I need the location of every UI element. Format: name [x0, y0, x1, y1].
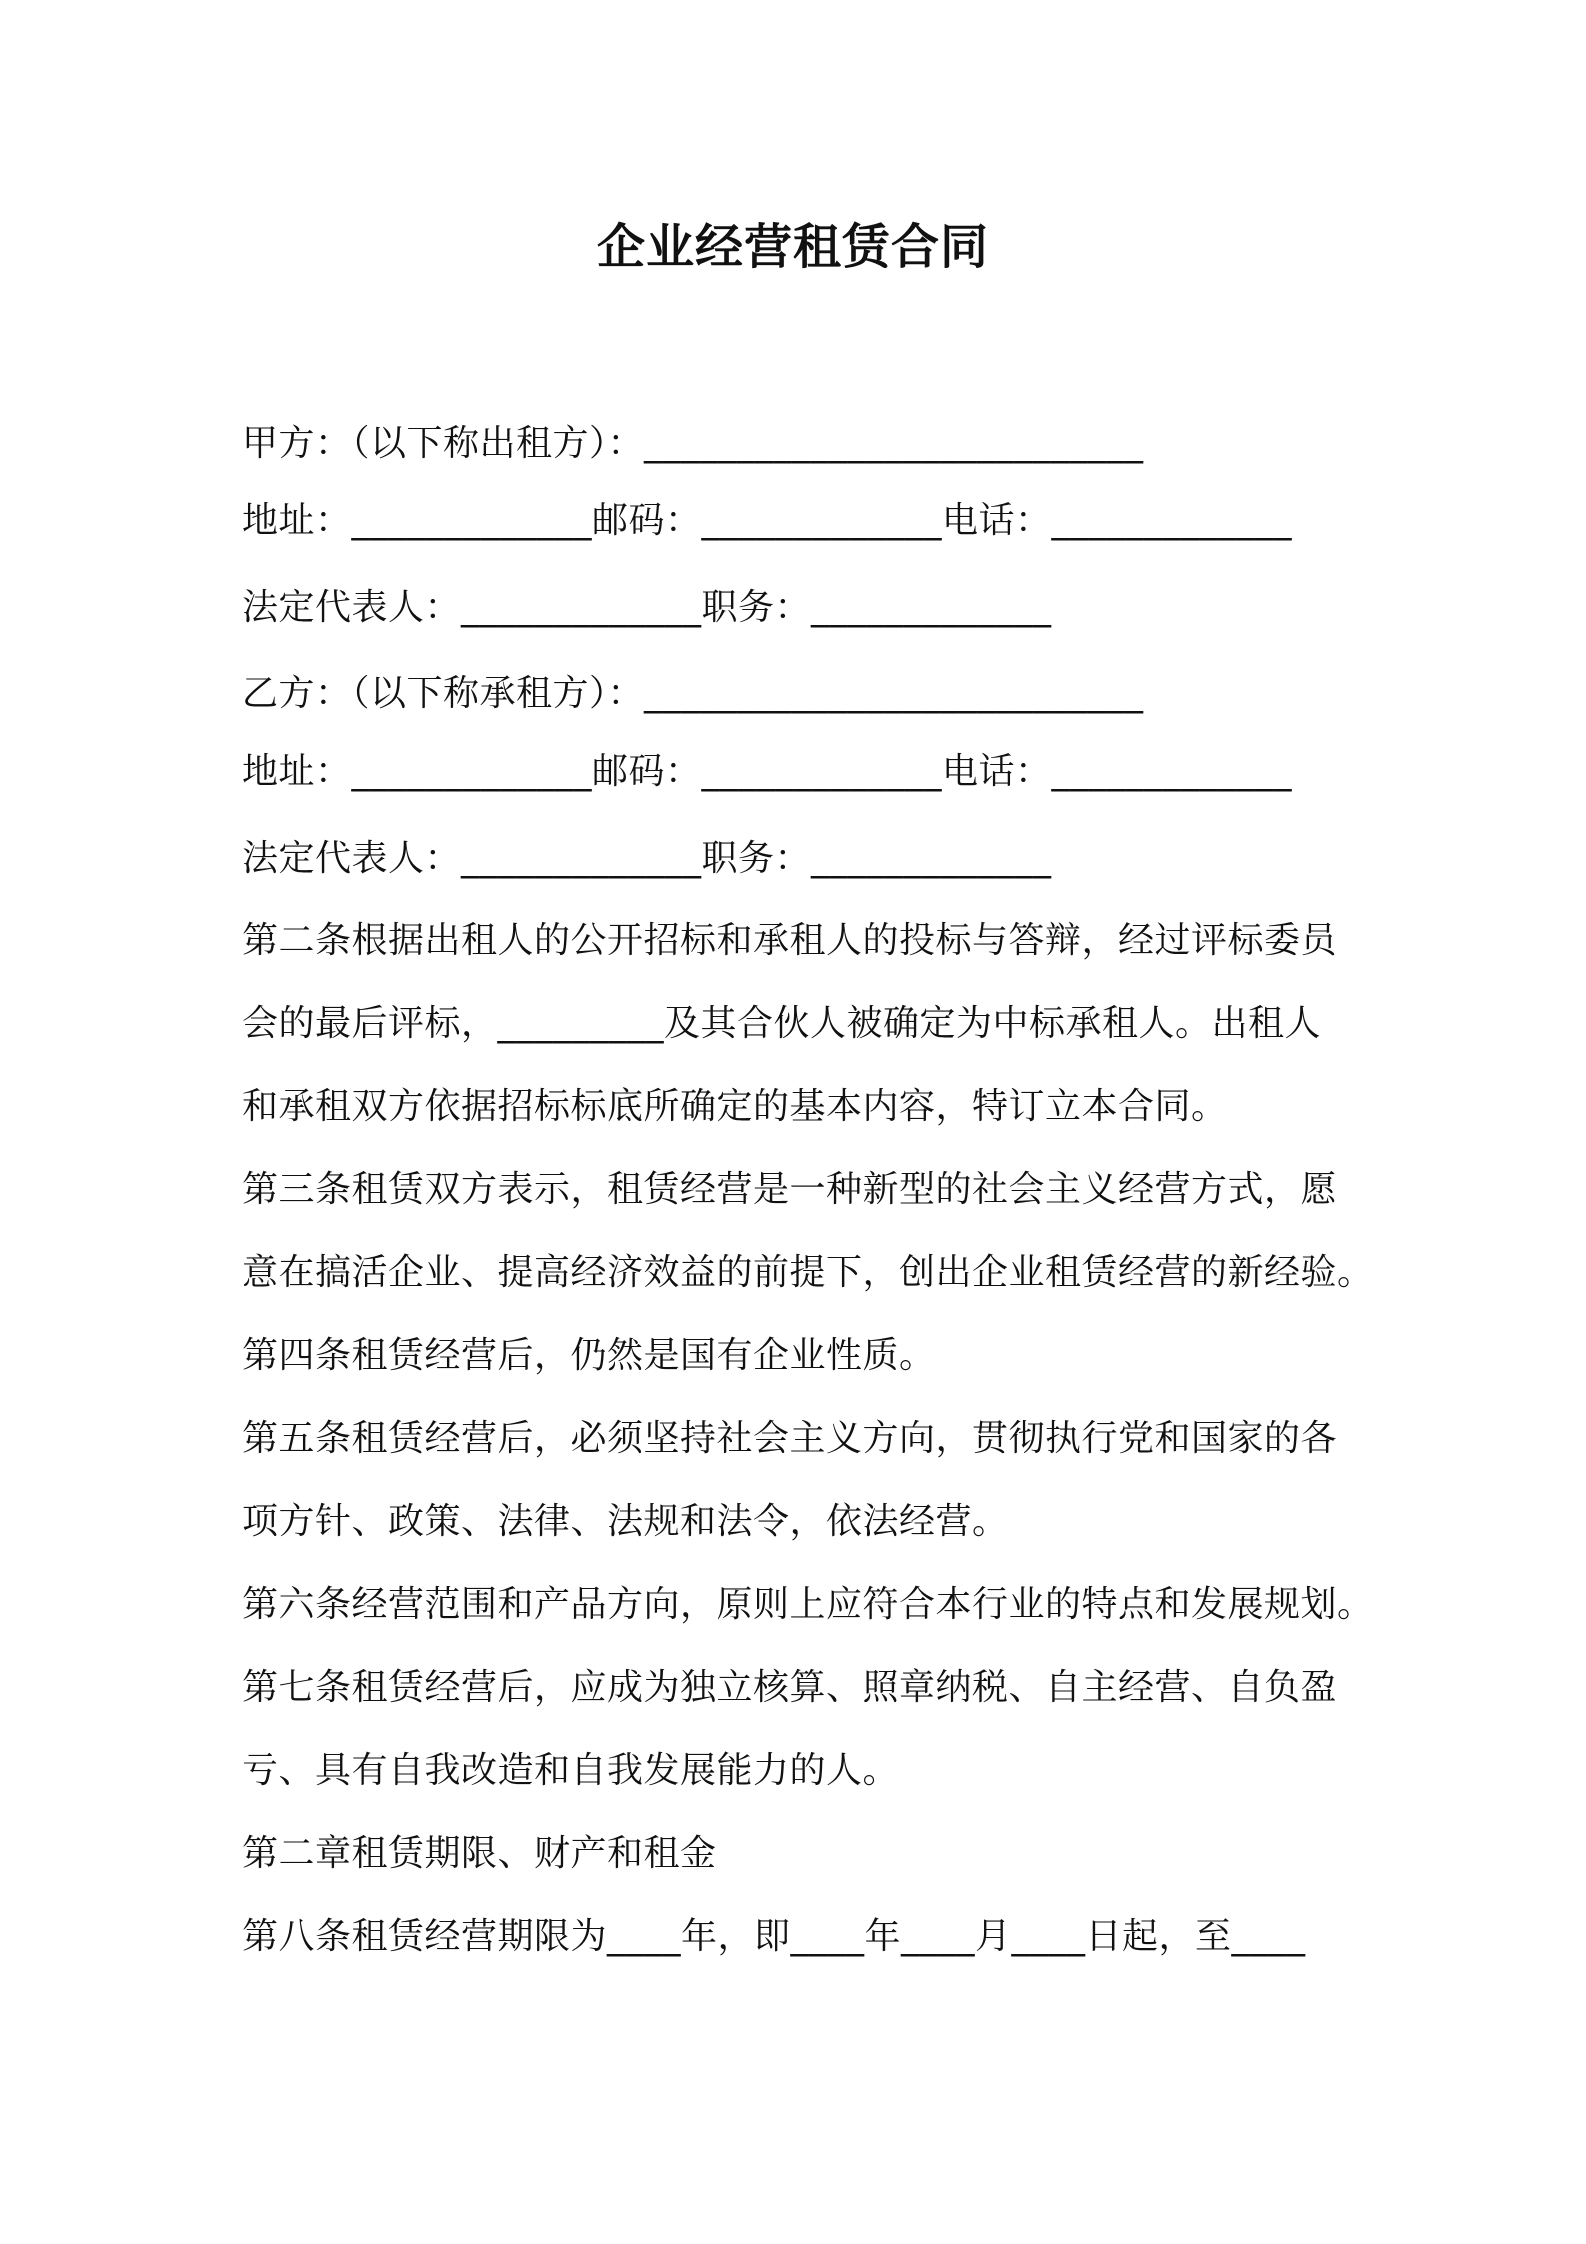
chapter-2-heading: 第二章租赁期限、财产和租金: [242, 1833, 717, 1874]
party-b-representative-line: 法定代表人：_____________职务：_____________: [242, 838, 1052, 879]
party-a-line: 甲方：（以下称出租方）：___________________________: [242, 423, 1144, 464]
party-a-representative-line: 法定代表人：_____________职务：_____________: [242, 587, 1052, 628]
article-7-line-2: 亏、具有自我改造和自我发展能力的人。: [242, 1750, 900, 1791]
article-8-line: 第八条租赁经营期限为____年，即____年____月____日起，至____: [242, 1916, 1306, 1957]
article-2-line-2: 会的最后评标，_________及其合伙人被确定为中标承租人。出租人: [242, 1003, 1322, 1044]
party-b-line: 乙方：（以下称承租方）：___________________________: [242, 673, 1144, 714]
article-2-line-1: 第二条根据出租人的公开招标和承租人的投标与答辩，经过评标委员: [242, 920, 1338, 961]
article-3-line-2: 意在搞活企业、提高经济效益的前提下，创出企业租赁经营的新经验。: [242, 1252, 1374, 1293]
article-5-line-1: 第五条租赁经营后，必须坚持社会主义方向，贯彻执行党和国家的各: [242, 1418, 1338, 1459]
article-3-line-1: 第三条租赁双方表示，租赁经营是一种新型的社会主义经营方式，愿: [242, 1169, 1338, 1210]
article-7-line-1: 第七条租赁经营后，应成为独立核算、照章纳税、自主经营、自负盈: [242, 1667, 1338, 1708]
article-5-line-2: 项方针、政策、法律、法规和法令，依法经营。: [242, 1501, 1009, 1542]
document-title: 企业经营租赁合同: [596, 219, 989, 275]
article-6-line: 第六条经营范围和产品方向，原则上应符合本行业的特点和发展规划。: [242, 1584, 1374, 1625]
party-b-address-line: 地址：_____________邮码：_____________电话：_____________: [242, 751, 1293, 792]
article-4-line: 第四条租赁经营后，仍然是国有企业性质。: [242, 1335, 936, 1376]
party-a-address-line: 地址：_____________邮码：_____________电话：_____________: [242, 500, 1293, 541]
article-2-line-3: 和承租双方依据招标标底所确定的基本内容，特订立本合同。: [242, 1086, 1228, 1127]
